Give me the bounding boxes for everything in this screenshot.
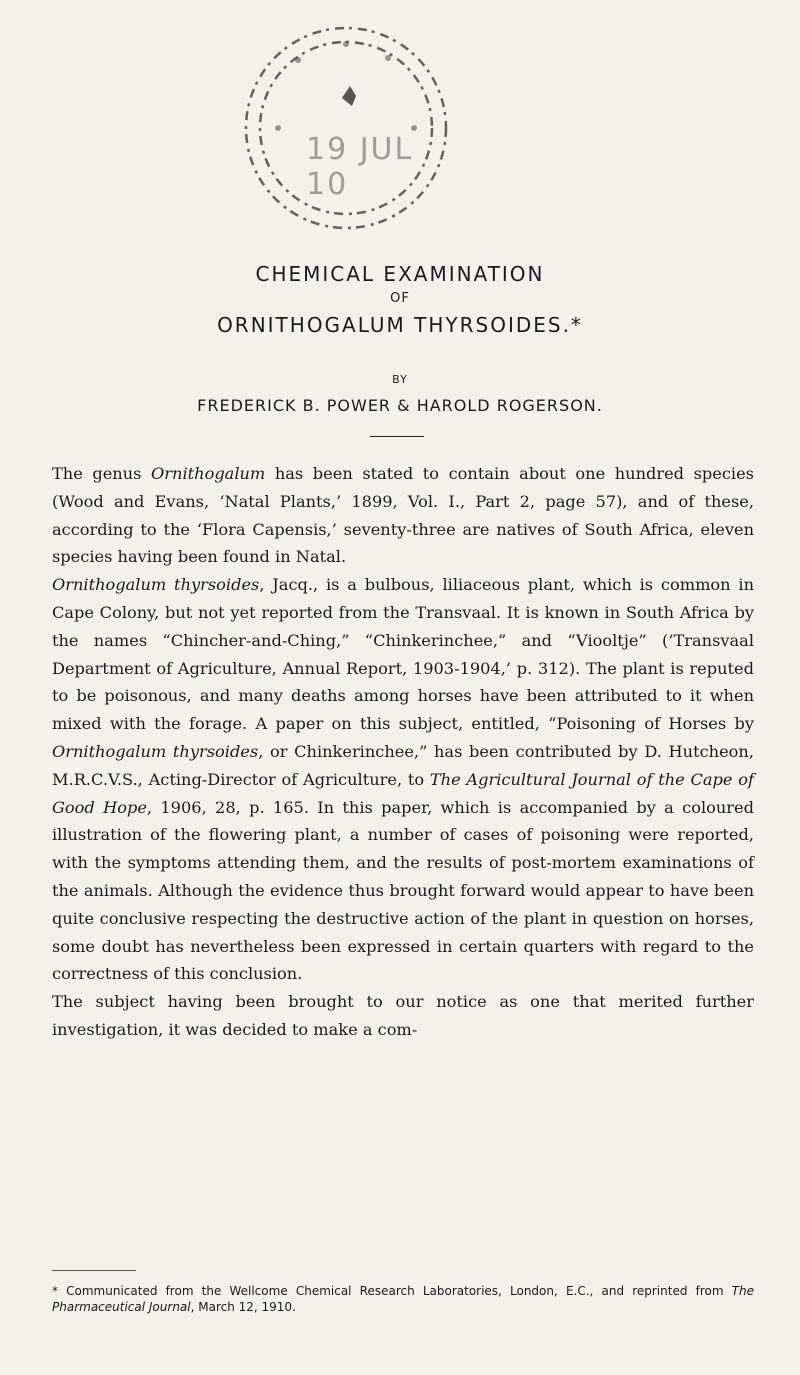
paragraph-3: The subject having been brought to our notice as one that merited further investigation, it was decided to make a com- xyxy=(52,992,754,1039)
footnote-italic-journal: The Pharmaceutical Journal xyxy=(52,1284,754,1314)
byline-authors: FREDERICK B. POWER & HAROLD ROGERSON. xyxy=(197,396,603,415)
p2-text-c: , 1906, 28, p. 165. In this paper, which is accompanied by a coloured illustration of the flowering plant, a number of cases of poisoning were reported, with the symptoms attending them, and the results of post-mortem examinations of the animals. Although the evidence thus brought forward would appear to have been quite conclusive respecting the destructive action of the plant in question on horses, some doubt has nevertheless been expressed in certain quarters with regard to the correctness of this conclusion. xyxy=(52,797,754,984)
stamp-ring-icon xyxy=(238,20,454,236)
byline-by: BY xyxy=(392,373,408,386)
p1-text-a: The genus xyxy=(52,464,152,483)
footnote-rule xyxy=(52,1270,136,1271)
title-rule xyxy=(370,436,424,437)
title-of: OF xyxy=(390,291,410,306)
stamp-date: 19 JUL 10 xyxy=(306,132,414,202)
p1-italic-genus: Ornithogalum xyxy=(151,464,266,483)
p2-italic-journal: The Agricultural Journal of the Cape of Good Hope xyxy=(52,769,754,817)
p2-text-b: , or Chinkerinchee,” has been contributed by D. Hutcheon, M.R.C.V.S., Acting-Director of Agriculture, to xyxy=(52,741,754,789)
p2-text-a: , Jacq., is a bulbous, liliaceous plant, which is common in Cape Colony, but not yet reported from the Transvaal. It is known in South Africa by the names “Chincher-and-Ching,” “Chinkerinchee,” and “Viooltje” (‘Transvaal Department of Agriculture, Annual Report, 1903-1904,’ p. 312). The plant is reputed to be poisonous, and many deaths among horses have been attributed to it when mixed with the forage. A paper on this subject, entitled, “Poisoning of Horses by xyxy=(52,575,754,734)
title-line2: ORNITHOGALUM THYRSOIDES.* xyxy=(217,313,583,337)
p2-italic-species-2: Ornithogalum thyrsoides xyxy=(52,741,259,761)
paragraph-2 xyxy=(52,571,754,988)
paragraph-1 xyxy=(52,460,754,571)
p2-italic-species: Ornithogalum thyrsoides xyxy=(52,575,260,595)
footnote-text-b: , March 12, 1910. xyxy=(190,1300,296,1314)
library-stamp xyxy=(238,20,454,236)
article-body xyxy=(52,460,754,1044)
footnote-text-a: * Communicated from the Wellcome Chemical Research Laboratories, London, E.C., and reprinted from xyxy=(52,1284,732,1298)
p1-text-b: has been stated to contain about one hundred species (Wood and Evans, ‘Natal Plants,’ 1899, Vol. I., Part 2, page 57), and of these, according to the ‘Flora Capensis,’ seventy-three are natives of South Africa, eleven species having been found in Natal. xyxy=(52,464,754,567)
title-line1: CHEMICAL EXAMINATION xyxy=(255,262,545,286)
footnote xyxy=(52,1283,754,1315)
